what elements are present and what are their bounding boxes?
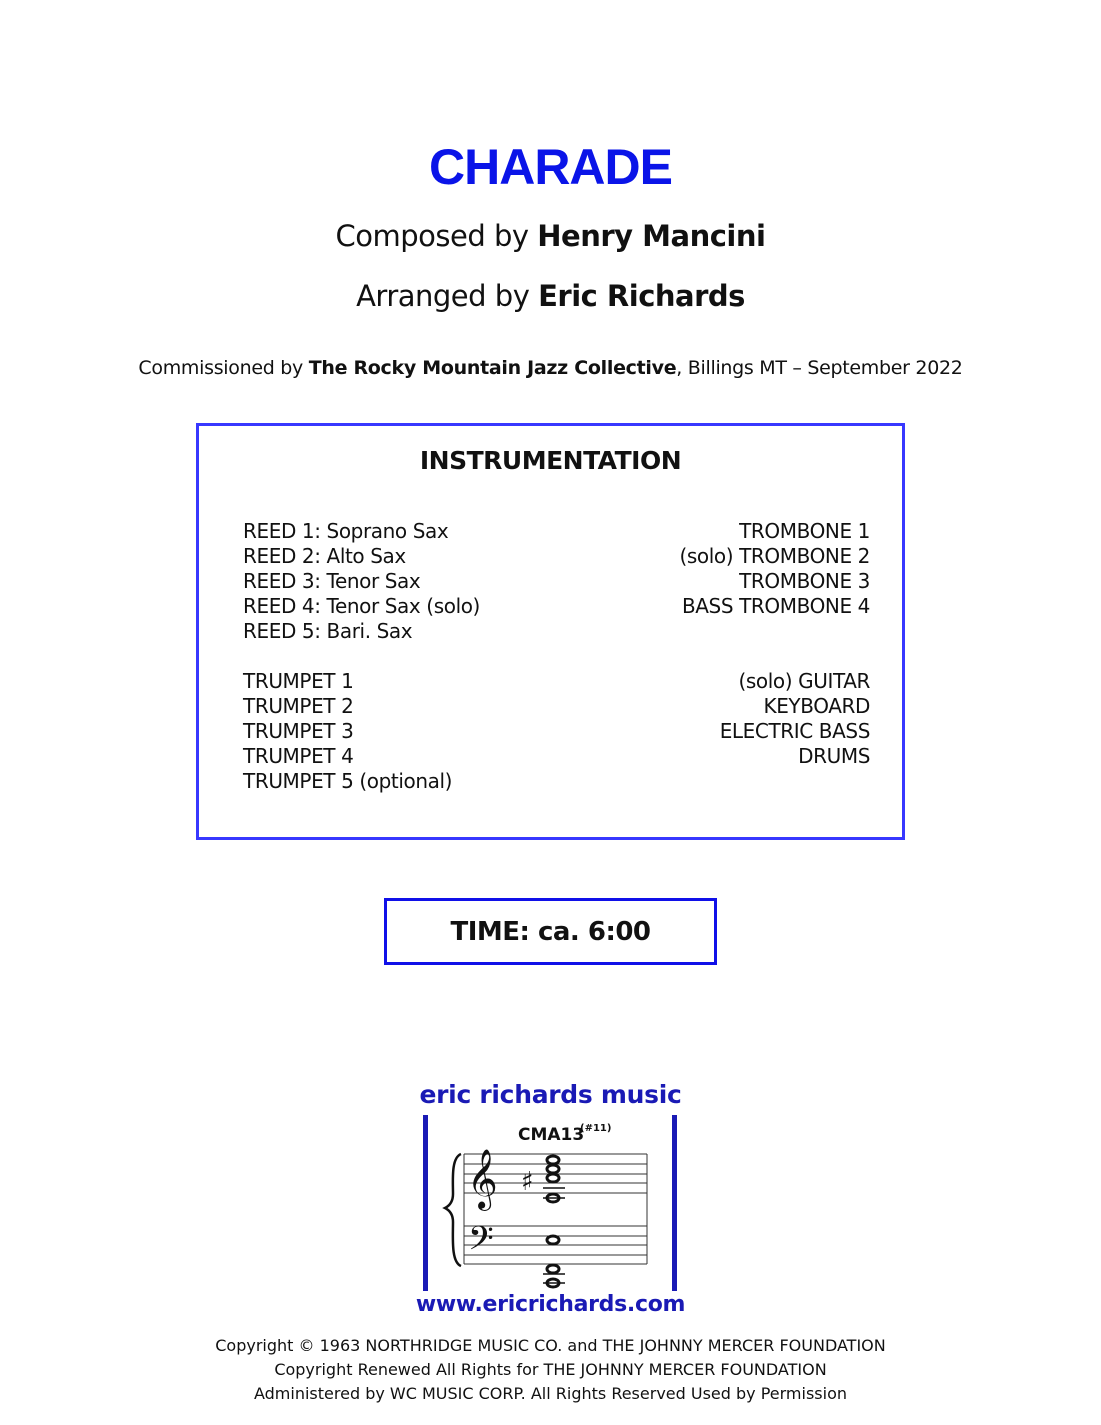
commission-prefix: Commissioned by xyxy=(138,357,309,379)
instrumentation-box xyxy=(196,423,905,840)
copyright-notice xyxy=(0,1334,1101,1406)
treble-chord-notes xyxy=(547,1156,559,1202)
list-item: TROMBONE 1 xyxy=(739,519,870,543)
website-url: www.ericrichards.com xyxy=(415,1292,686,1317)
reeds-list xyxy=(243,519,480,644)
treble-clef-icon: 𝄞 xyxy=(467,1149,498,1209)
copyright-line: Copyright Renewed All Rights for THE JOHNNY MERCER FOUNDATION xyxy=(274,1360,827,1379)
page-title: CHARADE xyxy=(429,139,672,195)
logo-chord-illustration xyxy=(415,1110,690,1295)
trumpets-list xyxy=(243,669,452,794)
list-item: DRUMS xyxy=(798,744,870,768)
trombones-list xyxy=(679,519,870,619)
logo-brand-name: eric richards music xyxy=(419,1080,682,1109)
duration-text: TIME: ca. 6:00 xyxy=(450,916,651,947)
list-item: TROMBONE 3 xyxy=(739,569,870,593)
list-item: REED 2: Alto Sax xyxy=(243,544,406,568)
list-item: ELECTRIC BASS xyxy=(719,719,870,743)
commission-suffix: , Billings MT – September 2022 xyxy=(676,357,963,379)
list-item: TRUMPET 2 xyxy=(243,694,354,718)
list-item: TRUMPET 3 xyxy=(243,719,354,743)
list-item: TRUMPET 1 xyxy=(243,669,354,693)
chord-extension: (#11) xyxy=(580,1123,612,1134)
chord-symbol: CMA13 xyxy=(518,1125,585,1145)
commission-line xyxy=(0,357,1101,379)
grand-staff-brace xyxy=(445,1154,461,1266)
list-item: REED 3: Tenor Sax xyxy=(243,569,421,593)
logo-right-bar xyxy=(672,1115,677,1291)
bass-clef-icon: 𝄢 xyxy=(468,1220,494,1266)
list-item: BASS TROMBONE 4 xyxy=(681,594,870,618)
copyright-line: Administered by WC MUSIC CORP. All Rights Reserved Used by Permission xyxy=(253,1384,848,1403)
list-item: REED 4: Tenor Sax (solo) xyxy=(243,594,480,618)
list-item: KEYBOARD xyxy=(763,694,870,718)
bass-chord-notes xyxy=(547,1236,559,1287)
duration-box xyxy=(384,898,717,965)
list-item: REED 5: Bari. Sax xyxy=(243,619,413,643)
commission-ensemble: The Rocky Mountain Jazz Collective xyxy=(308,357,677,379)
instrumentation-heading: INSTRUMENTATION xyxy=(419,446,682,475)
list-item: (solo) GUITAR xyxy=(738,669,870,693)
list-item: TRUMPET 5 (optional) xyxy=(243,769,453,793)
arranged-prefix: Arranged by xyxy=(356,279,539,313)
composer-credit xyxy=(0,219,1101,253)
composer-name: Henry Mancini xyxy=(537,219,766,253)
sharp-icon: ♯ xyxy=(521,1167,534,1197)
list-item: TRUMPET 4 xyxy=(243,744,354,768)
list-item: REED 1: Soprano Sax xyxy=(243,519,449,543)
arranger-name: Eric Richards xyxy=(538,279,745,313)
arranger-credit xyxy=(0,279,1101,313)
copyright-line: Copyright © 1963 NORTHRIDGE MUSIC CO. and THE JOHNNY MERCER FOUNDATION xyxy=(215,1336,886,1355)
logo-left-bar xyxy=(423,1115,428,1291)
rhythm-section-list xyxy=(720,669,870,769)
composed-prefix: Composed by xyxy=(335,219,538,253)
list-item: (solo) TROMBONE 2 xyxy=(679,544,870,568)
